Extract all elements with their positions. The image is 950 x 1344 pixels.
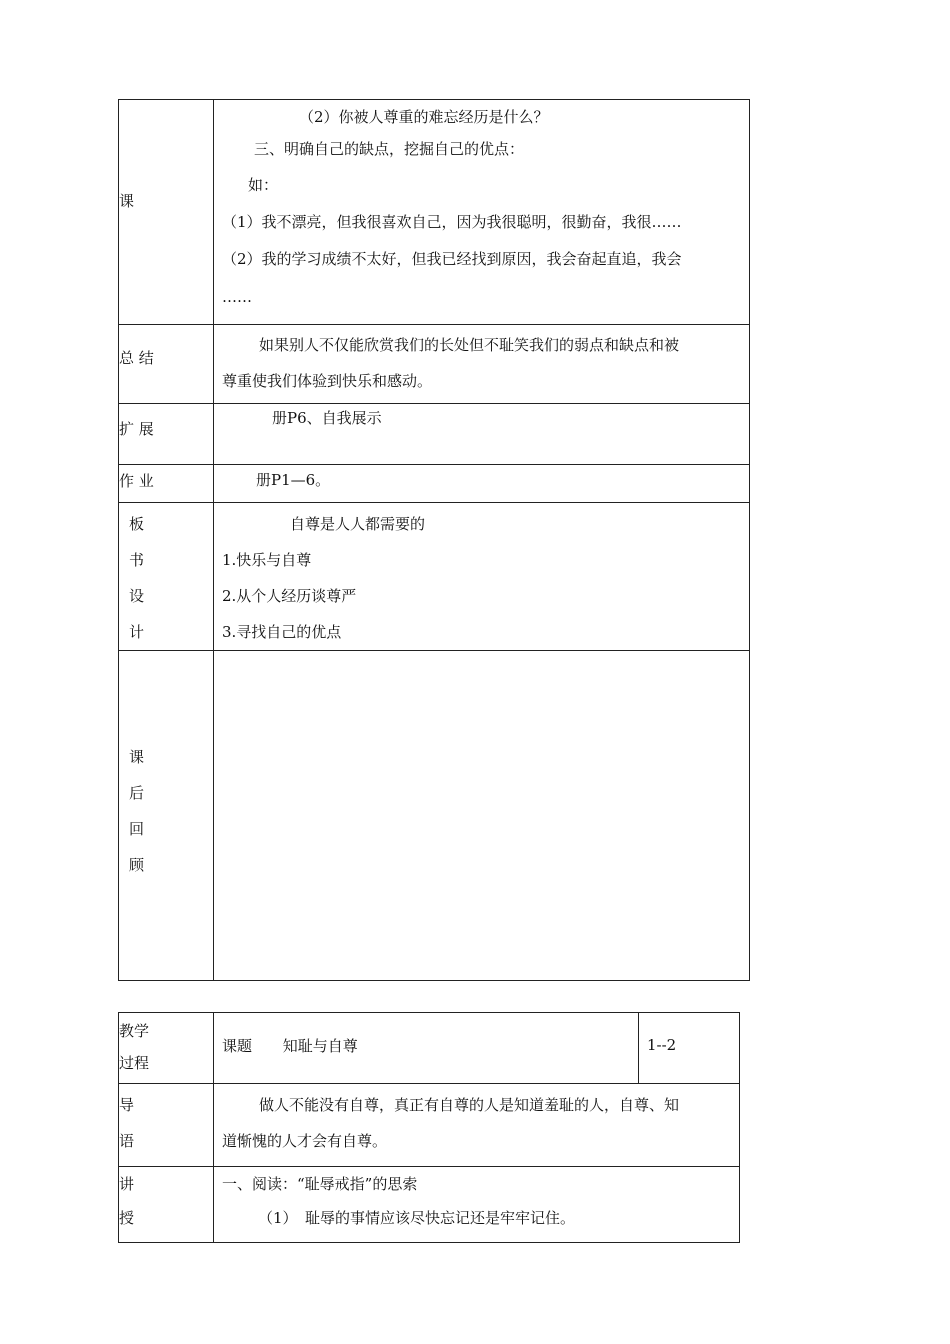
board-item-3: 3.寻找自己的优点 bbox=[222, 623, 342, 641]
homework-text: 册P1—6。 bbox=[256, 471, 331, 489]
lesson-line-6: …… bbox=[222, 288, 252, 306]
intro-line-2: 道惭愧的人才会有自尊。 bbox=[222, 1132, 388, 1150]
lesson-number: 1--2 bbox=[647, 1036, 677, 1054]
lesson-row bbox=[119, 100, 750, 325]
review-label-char-3: 回 bbox=[129, 820, 145, 838]
board-title: 自尊是人人都需要的 bbox=[290, 515, 426, 533]
board-design-row bbox=[119, 503, 750, 651]
after-class-review-row bbox=[119, 651, 750, 981]
lesson-plan-table-1 bbox=[118, 99, 750, 981]
intro-label-char-2: 语 bbox=[119, 1132, 135, 1150]
summary-line-1: 如果别人不仅能欣赏我们的长处但不耻笑我们的弱点和缺点和被 bbox=[259, 336, 680, 354]
intro-row bbox=[119, 1084, 740, 1167]
intro-label-char-1: 导 bbox=[119, 1096, 135, 1114]
review-label-char-4: 顾 bbox=[129, 856, 145, 874]
lecture-row bbox=[119, 1167, 740, 1243]
lesson-line-1: （2）你被人尊重的难忘经历是什么？ bbox=[299, 108, 549, 126]
lecture-line-1: 一、阅读：“耻辱戒指”的思索 bbox=[222, 1175, 418, 1193]
review-content-cell bbox=[214, 651, 750, 981]
intro-line-1: 做人不能没有自尊，真正有自尊的人是知道羞耻的人，自尊、知 bbox=[259, 1096, 680, 1114]
lecture-label-char-2: 授 bbox=[119, 1209, 135, 1227]
homework-label: 作 业 bbox=[119, 472, 154, 490]
summary-line-2: 尊重使我们体验到快乐和感动。 bbox=[222, 372, 433, 390]
lecture-label-char-1: 讲 bbox=[119, 1175, 135, 1193]
topic-title: 知耻与自尊 bbox=[282, 1036, 358, 1055]
lesson-line-4: （1）我不漂亮，但我很喜欢自己，因为我很聪明，很勤奋，我很…… bbox=[222, 213, 682, 231]
extension-row bbox=[119, 404, 750, 465]
topic-label: 课题 bbox=[222, 1036, 253, 1055]
board-item-2: 2.从个人经历谈尊严 bbox=[222, 587, 357, 605]
board-label-char-2: 书 bbox=[129, 551, 145, 569]
lesson-label: 课 bbox=[119, 191, 135, 210]
teaching-process-header-row bbox=[119, 1013, 740, 1084]
lesson-line-3: 如： bbox=[248, 176, 279, 194]
review-label-char-1: 课 bbox=[129, 748, 145, 766]
review-label-char-2: 后 bbox=[129, 784, 145, 802]
board-label-char-3: 设 bbox=[129, 587, 145, 605]
teaching-label-line-2: 过程 bbox=[119, 1054, 150, 1072]
lesson-plan-table-2 bbox=[118, 1012, 740, 1243]
homework-row bbox=[119, 465, 750, 503]
lesson-line-2: 三、明确自己的缺点，挖掘自己的优点： bbox=[254, 140, 525, 158]
lesson-line-5: （2）我的学习成绩不太好，但我已经找到原因，我会奋起直追，我会 bbox=[222, 250, 682, 268]
extension-label: 扩 展 bbox=[119, 420, 154, 438]
summary-label: 总 结 bbox=[119, 349, 154, 367]
board-item-1: 1.快乐与自尊 bbox=[222, 551, 312, 569]
lecture-line-2: （1） 耻辱的事情应该尽快忘记还是牢牢记住。 bbox=[258, 1209, 576, 1227]
summary-row bbox=[119, 325, 750, 404]
board-label-char-1: 板 bbox=[129, 515, 145, 533]
extension-text: 册P6、自我展示 bbox=[272, 409, 382, 427]
board-label-char-4: 计 bbox=[129, 623, 145, 641]
teaching-label-line-1: 教学 bbox=[119, 1022, 150, 1040]
